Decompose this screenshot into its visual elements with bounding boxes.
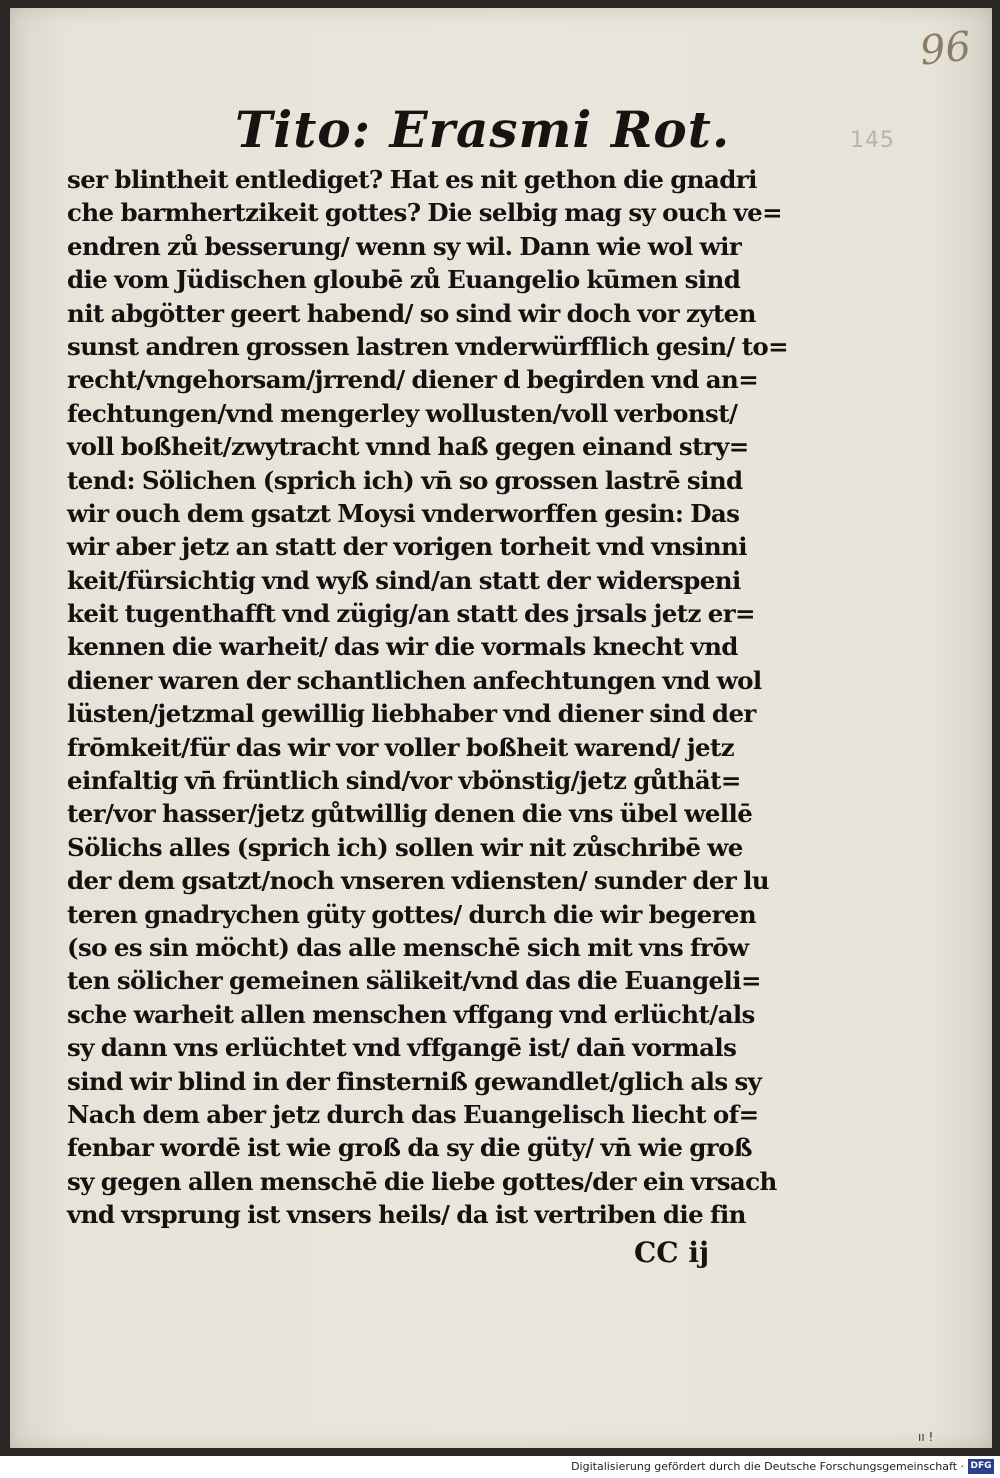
text-line: teren gnadrychen güty gottes/ durch die wir begeren: [67, 899, 757, 929]
text-line: sche warheit allen menschen vffgang vnd erlücht/als: [67, 999, 755, 1029]
text-line: fechtungen/vnd mengerley wollusten/voll verbonst/: [67, 398, 738, 428]
signature-mark: CC ij: [634, 1236, 710, 1269]
text-line: recht/vngehorsam/jrrend/ diener d begirden vnd an=: [67, 365, 759, 395]
text-line: diener waren der schantlichen anfechtungen vnd wol: [67, 665, 762, 695]
body-text-block: [67, 163, 789, 1232]
text-line: sunst andren grossen lastren vnderwürfflich gesin/ to=: [67, 331, 789, 361]
text-line: vnd vrsprung ist vnsers heils/ da ist vertriben die fin: [67, 1200, 746, 1230]
text-line: wir aber jetz an statt der vorigen torheit vnd vnsinni: [67, 532, 747, 562]
text-line: che barmhertzikeit gottes? Die selbig mag sy ouch ve=: [67, 198, 783, 228]
text-line: sy gegen allen menschē die liebe gottes/der ein vrsach: [67, 1166, 777, 1196]
text-line: Nach dem aber jetz durch das Euangelisch liecht of=: [67, 1099, 759, 1129]
text-line: kennen die warheit/ das wir die vormals knecht vnd: [67, 632, 738, 662]
text-line: Sölichs alles (sprich ich) sollen wir nit zůschribē we: [67, 832, 743, 862]
text-line: einfaltig vn̄ früntlich sind/vor vbönstig/jetz gůthät=: [67, 766, 741, 796]
text-line: voll boßheit/zwytracht vnnd haß gegen einand stry=: [67, 432, 749, 462]
text-line: fenbar wordē ist wie groß da sy die güty/ vn̄ wie groß: [67, 1133, 752, 1163]
folio-number: 96: [917, 23, 974, 75]
text-line: lüsten/jetzmal gewillig liebhaber vnd diener sind der: [67, 699, 756, 729]
text-line: nit abgötter geert habend/ so sind wir doch vor zyten: [67, 298, 756, 328]
text-line: (so es sin möcht) das alle menschē sich mit vns frōw: [67, 932, 749, 962]
running-head: Tito: Erasmi Rot.: [235, 100, 731, 159]
text-line: keit/fürsichtig vnd wyß sind/an statt der widerspeni: [67, 565, 741, 595]
book-page: [10, 8, 992, 1448]
text-line: wir ouch dem gsatzt Moysi vnderworffen gesin: Das: [67, 498, 740, 528]
text-line: sind wir blind in der finsterniß gewandlet/glich als sy: [67, 1066, 762, 1096]
text-line: ter/vor hasser/jetz gůtwillig denen die vns übel wellē: [67, 799, 753, 829]
corner-mark: ıı !: [918, 1430, 934, 1444]
footer-bar: [0, 1456, 1000, 1478]
text-line: keit tugenthafft vnd zügig/an statt des jrsals jetz er=: [67, 599, 755, 629]
text-line: ten sölicher gemeinen sälikeit/vnd das die Euangeli=: [67, 966, 761, 996]
text-line: die vom Jüdischen gloubē zů Euangelio kūmen sind: [67, 265, 741, 295]
pencil-annotation: 145: [850, 128, 895, 153]
text-line: tend: Sölichen (sprich ich) vn̄ so grossen lastrē sind: [67, 465, 743, 495]
text-line: frōmkeit/für das wir vor voller boßheit warend/ jetz: [67, 732, 735, 762]
footer-credit: Digitalisierung gefördert durch die Deutsche Forschungsgemeinschaft ·: [571, 1460, 964, 1473]
text-line: endren zů besserung/ wenn sy wil. Dann wie wol wir: [67, 231, 742, 261]
text-line: der dem gsatzt/noch vnseren vdiensten/ sunder der lu: [67, 866, 770, 896]
text-line: sy dann vns erlüchtet vnd vffgangē ist/ dan̄ vormals: [67, 1033, 737, 1063]
text-line: ser blintheit entlediget? Hat es nit gethon die gnadri: [67, 165, 757, 194]
dfg-logo-icon: DFG: [968, 1459, 994, 1474]
